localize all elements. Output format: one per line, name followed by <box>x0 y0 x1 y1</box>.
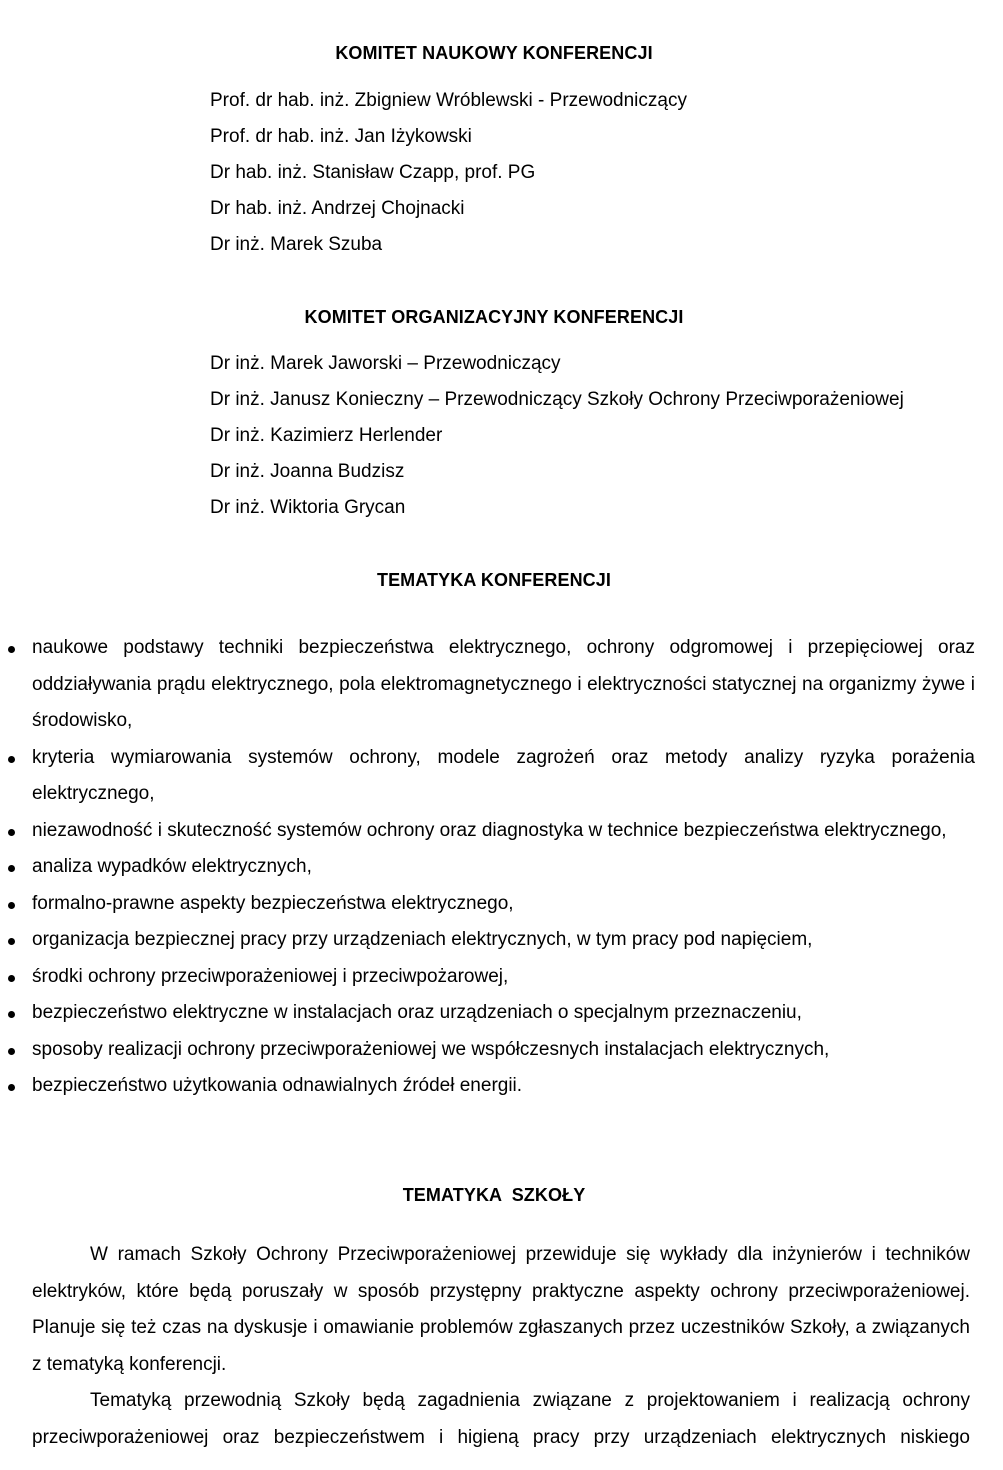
topic-text: niezawodność i skuteczność systemów ochrony oraz diagnostyka w technice bezpieczeństwa elektrycznego, <box>32 819 947 841</box>
bullet-icon <box>8 902 15 909</box>
topic-text: naukowe podstawy techniki bezpieczeństwa elektrycznego, ochrony odgromowej i przepięciowej oraz oddziaływania prądu elektrycznego, pola elektromagnetycznego i elektryczności statycznej na organizmy żywe i środowisko, <box>32 637 975 731</box>
bullet-icon <box>8 1011 15 1018</box>
conference-topics-heading: TEMATYKA KONFERENCJI <box>376 570 611 590</box>
topic-item <box>0 813 975 850</box>
bullet-icon <box>8 975 15 982</box>
organizing-committee-heading: KOMITET ORGANIZACYJNY KONFERENCJI <box>304 307 684 327</box>
topic-item <box>0 886 975 923</box>
school-topics-heading <box>0 1184 988 1206</box>
committee-member: Dr hab. inż. Stanisław Czapp, prof. PG <box>210 162 536 183</box>
committee-member: Dr inż. Marek Jaworski – Przewodniczący <box>210 353 561 374</box>
topic-item <box>0 922 975 959</box>
committee-member: Prof. dr hab. inż. Jan Iżykowski <box>210 126 472 147</box>
topic-text: bezpieczeństwo elektryczne w instalacjach oraz urządzeniach o specjalnym przeznaczeniu, <box>32 1002 802 1023</box>
topic-text: kryteria wymiarowania systemów ochrony, modele zagrożeń oraz metody analizy ryzyka porażenia elektrycznego, <box>32 746 975 804</box>
organizing-committee-list <box>210 353 904 533</box>
topic-item <box>0 630 975 740</box>
school-topics-body <box>32 1237 970 1456</box>
committee-member: Dr inż. Joanna Budzisz <box>210 461 405 482</box>
scientific-committee-list <box>210 90 687 270</box>
topic-text: organizacja bezpiecznej pracy przy urządzeniach elektrycznych, w tym pracy pod napięciem, <box>32 929 813 950</box>
topic-text: sposoby realizacji ochrony przeciwporażeniowej we współczesnych instalacjach elektrycznych, <box>32 1038 830 1060</box>
bullet-icon <box>8 646 15 653</box>
school-paragraph: W ramach Szkoły Ochrony Przeciwporażeniowej przewiduje się wykłady dla inżynierów i techników elektryków, które będą poruszały w sposób przystępny praktyczne aspekty ochrony przeciwporażeniowej. Planuje się też czas na dyskusje i omawianie problemów zgłaszanych przez uczestników Szkoły, a związanych z tematyką konferencji. <box>32 1244 970 1375</box>
topic-item <box>0 995 975 1032</box>
school-topics-heading-text: TEMATYKA SZKOŁY <box>402 1185 586 1205</box>
conference-topics-list <box>0 630 975 1105</box>
committee-member: Dr inż. Janusz Konieczny – Przewodniczący Szkoły Ochrony Przeciwporażeniowej <box>210 389 904 410</box>
bullet-icon <box>8 1084 15 1091</box>
committee-member: Dr inż. Wiktoria Grycan <box>210 497 406 518</box>
committee-member: Dr hab. inż. Andrzej Chojnacki <box>210 198 465 219</box>
bullet-icon <box>8 865 15 872</box>
committee-member: Prof. dr hab. inż. Zbigniew Wróblewski - Przewodniczący <box>210 90 687 111</box>
topic-item <box>0 740 975 813</box>
bullet-icon <box>8 1048 15 1055</box>
committee-member: Dr inż. Marek Szuba <box>210 234 383 255</box>
committee-member: Dr inż. Kazimierz Herlender <box>210 425 443 446</box>
topic-text: bezpieczeństwo użytkowania odnawialnych źródeł energii. <box>32 1075 523 1096</box>
school-paragraph: Tematyką przewodnią Szkoły będą zagadnienia związane z projektowaniem i realizacją ochrony przeciwporażeniowej oraz bezpieczeństwem i higieną pracy przy urządzeniach elektrycznych niskiego <box>32 1390 970 1448</box>
bullet-icon <box>8 829 15 836</box>
topic-text: analiza wypadków elektrycznych, <box>32 856 312 877</box>
topic-item <box>0 1032 975 1069</box>
bullet-icon <box>8 756 15 763</box>
scientific-committee-heading: KOMITET NAUKOWY KONFERENCJI <box>335 43 653 63</box>
topic-text: środki ochrony przeciwporażeniowej i przeciwpożarowej, <box>32 965 509 987</box>
topic-item <box>0 959 975 996</box>
topic-text: formalno-prawne aspekty bezpieczeństwa elektrycznego, <box>32 892 514 914</box>
topic-item <box>0 849 975 886</box>
topic-item <box>0 1068 975 1105</box>
bullet-icon <box>8 938 15 945</box>
